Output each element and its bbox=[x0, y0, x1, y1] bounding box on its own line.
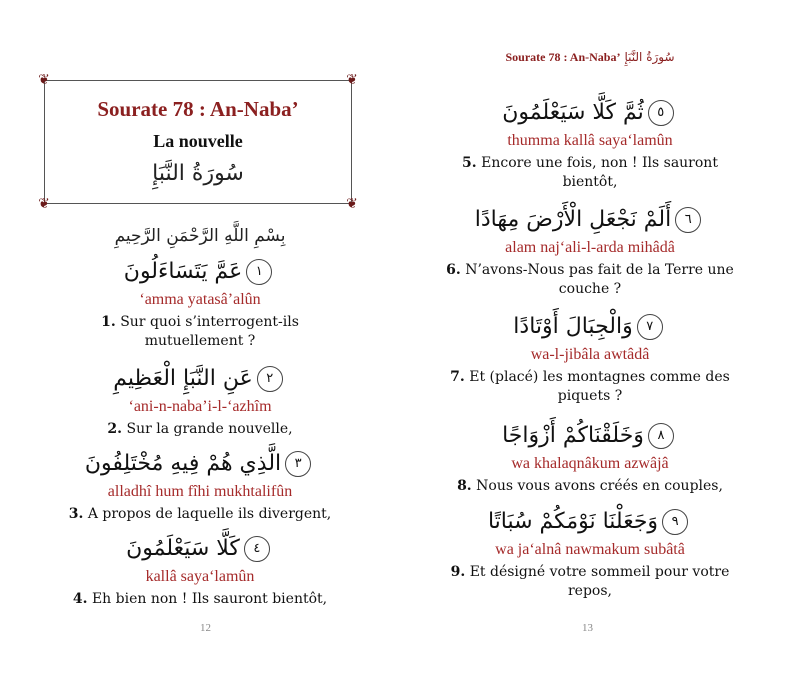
verse-number-badge: ٧ bbox=[637, 314, 663, 340]
ornament-icon: ❦ bbox=[38, 196, 50, 212]
verse-5 bbox=[420, 96, 760, 192]
verse-arabic: ٥ثُمَّ كَلَّا سَيَعْلَمُونَ bbox=[420, 96, 760, 130]
verse-arabic: ٦أَلَمْ نَجْعَلِ الْأَرْضَ مِهَادًا bbox=[420, 203, 760, 237]
verse-number-badge: ٨ bbox=[648, 423, 674, 449]
verse-6 bbox=[420, 203, 760, 299]
verse-arabic: ٢عَنِ النَّبَإِ الْعَظِيمِ bbox=[0, 362, 400, 396]
verse-arabic: ٩وَجَعَلْنَا نَوْمَكُمْ سُبَاتًا bbox=[420, 505, 760, 539]
verse-transliteration: kallâ saya‘lamûn bbox=[145, 568, 255, 585]
page-number: 12 bbox=[200, 622, 211, 634]
verse-transliteration: ‘amma yatasâ’alûn bbox=[139, 291, 261, 308]
verse-number-badge: ٣ bbox=[285, 451, 311, 477]
verse-number-badge: ٤ bbox=[244, 536, 270, 562]
verse-transliteration: alam naj‘ali-l-arda mihâdâ bbox=[505, 239, 675, 256]
verse-arabic: ٧وَالْجِبَالَ أَوْتَادًا bbox=[420, 310, 760, 344]
verse-translation: 1. Sur quoi s’interrogent-ils mutuellement ? bbox=[101, 314, 299, 349]
verse-transliteration: ‘ani-n-naba’i-l-‘azhîm bbox=[128, 398, 272, 415]
verse-arabic: ٣الَّذِي هُمْ فِيهِ مُخْتَلِفُونَ bbox=[0, 447, 400, 481]
verse-transliteration: thumma kallâ saya‘lamûn bbox=[507, 132, 673, 149]
sura-subtitle: La nouvelle bbox=[153, 131, 243, 151]
verse-7 bbox=[420, 310, 760, 406]
right-page bbox=[420, 0, 800, 683]
sura-header-frame bbox=[38, 72, 358, 212]
verse-transliteration: wa-l-jibâla awtâdâ bbox=[530, 346, 650, 363]
verse-translation: 8. Nous vous avons créés en couples, bbox=[457, 478, 723, 494]
verse-arabic: ١عَمَّ يَتَسَاءَلُونَ bbox=[0, 255, 400, 289]
sura-title: Sourate 78 : An-Naba’ bbox=[97, 97, 299, 121]
verse-translation: 4. Eh bien non ! Ils sauront bientôt, bbox=[72, 591, 328, 607]
verse-translation: 3. A propos de laquelle ils divergent, bbox=[68, 506, 332, 522]
verse-transliteration: wa khalaqnâkum azwâjâ bbox=[511, 455, 669, 472]
ornament-icon: ❦ bbox=[346, 72, 358, 88]
verse-9 bbox=[420, 505, 760, 601]
verse-number-badge: ٢ bbox=[257, 366, 283, 392]
verse-translation: 6. N’avons-Nous pas fait de la Terre une couche ? bbox=[446, 262, 734, 297]
verse-transliteration: alladhî hum fîhi mukhtalifûn bbox=[107, 483, 293, 500]
basmala: بِسْمِ اللَّهِ الرَّحْمَنِ الرَّحِيمِ bbox=[114, 226, 286, 246]
verse-translation: 2. Sur la grande nouvelle, bbox=[107, 421, 293, 437]
verse-translation: 9. Et désigné votre sommeil pour votre repos, bbox=[450, 564, 730, 599]
verse-2 bbox=[0, 362, 400, 439]
ornament-icon: ❦ bbox=[346, 196, 358, 212]
page-number: 13 bbox=[582, 622, 593, 634]
verse-3 bbox=[0, 447, 400, 524]
ornament-icon: ❦ bbox=[38, 72, 50, 88]
running-head: Sourate 78 : An-Naba’ سُورَةُ النَّبَإِ bbox=[505, 50, 675, 64]
verse-number-badge: ٩ bbox=[662, 509, 688, 535]
verse-translation: 5. Encore une fois, non ! Ils sauront bientôt, bbox=[462, 155, 718, 190]
verse-number-badge: ٦ bbox=[675, 207, 701, 233]
verse-arabic: ٨وَخَلَقْنَاكُمْ أَزْوَاجًا bbox=[420, 419, 760, 453]
sura-arabic-name: سُورَةُ النَّبَإِ bbox=[152, 161, 244, 186]
verse-number-badge: ٥ bbox=[648, 100, 674, 126]
verse-translation: 7. Et (placé) les montagnes comme des piquets ? bbox=[450, 369, 730, 404]
verse-number-badge: ١ bbox=[246, 259, 272, 285]
verse-arabic: ٤كَلَّا سَيَعْلَمُونَ bbox=[0, 532, 400, 566]
verse-4 bbox=[0, 532, 400, 609]
verse-8 bbox=[420, 419, 760, 496]
verse-transliteration: wa ja‘alnâ nawmakum subâtâ bbox=[495, 541, 685, 558]
verse-1 bbox=[0, 255, 400, 351]
